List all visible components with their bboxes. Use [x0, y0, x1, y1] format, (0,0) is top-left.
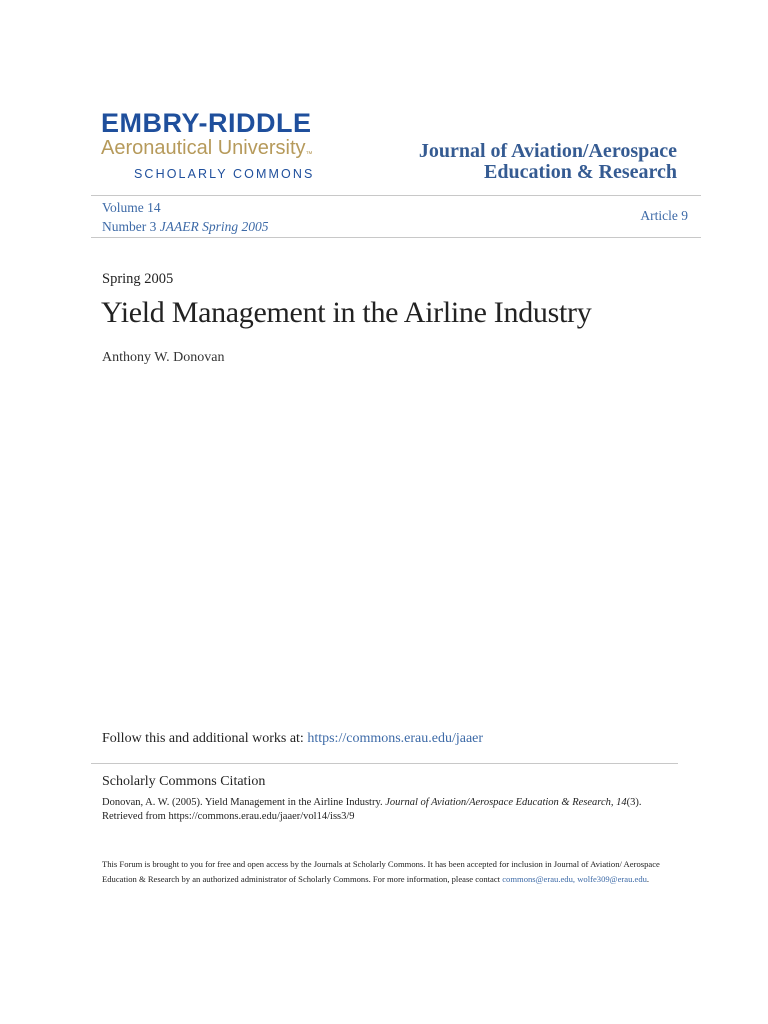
citation-suffix: (3). — [626, 797, 642, 808]
citation-prefix: Donovan, A. W. (2005). Yield Management in the Airline Industry. — [102, 797, 386, 808]
email-link-wolfe[interactable]: wolfe309@erau.edu — [577, 874, 647, 884]
logo-scholarly-commons: SCHOLARLY COMMONS — [134, 167, 315, 181]
number-line[interactable] — [102, 217, 268, 236]
header-divider-top — [91, 195, 701, 196]
issue-info — [102, 198, 268, 236]
citation-divider — [91, 763, 678, 764]
journal-url-link[interactable]: https://commons.erau.edu/jaaer — [307, 731, 484, 746]
publication-date: Spring 2005 — [102, 271, 174, 287]
volume-link[interactable]: Volume 14 — [102, 200, 161, 215]
email-link-commons[interactable]: commons@erau.edu, — [502, 874, 576, 884]
trademark-symbol: ™ — [305, 151, 313, 158]
author-name[interactable]: Anthony W. Donovan — [102, 350, 225, 365]
journal-title-line1: Journal of Aviation/Aerospace — [418, 140, 677, 162]
follow-label: Follow this and additional works at: — [102, 731, 308, 746]
follow-line — [102, 731, 483, 747]
journal-title[interactable] — [419, 141, 677, 183]
logo-wordmark: EMBRY-RIDDLE — [101, 108, 312, 138]
citation-journal: Journal of Aviation/Aerospace Education & Research, 14 — [385, 797, 627, 808]
citation-line1 — [102, 796, 682, 810]
logo-university-text: Aeronautical University — [101, 137, 306, 159]
article-link[interactable]: Article 9 — [640, 208, 688, 223]
journal-title-line2: Education & Research — [484, 161, 677, 183]
citation-retrieved: Retrieved from https://commons.erau.edu/jaaer/vol14/iss3/9 — [102, 811, 355, 822]
issue-name-link[interactable]: JAAER Spring 2005 — [159, 219, 269, 234]
citation-heading: Scholarly Commons Citation — [102, 774, 266, 789]
notice-text: This Forum is brought to you for free and open access by the Journals at Scholarly Commons. It has been accepted for inclusion in Journal of Aviation/ Aerospace Education & Research by an authorized administrator of Scholarly Commons. For more information, please contact — [102, 859, 660, 884]
citation-text — [102, 796, 682, 824]
header-divider-bottom — [91, 237, 701, 238]
open-access-notice — [102, 857, 668, 887]
logo-university-name — [101, 138, 313, 158]
article-title: Yield Management in the Airline Industry — [101, 296, 592, 329]
notice-end: . — [646, 874, 650, 884]
number-link[interactable]: Number 3 — [102, 219, 157, 234]
